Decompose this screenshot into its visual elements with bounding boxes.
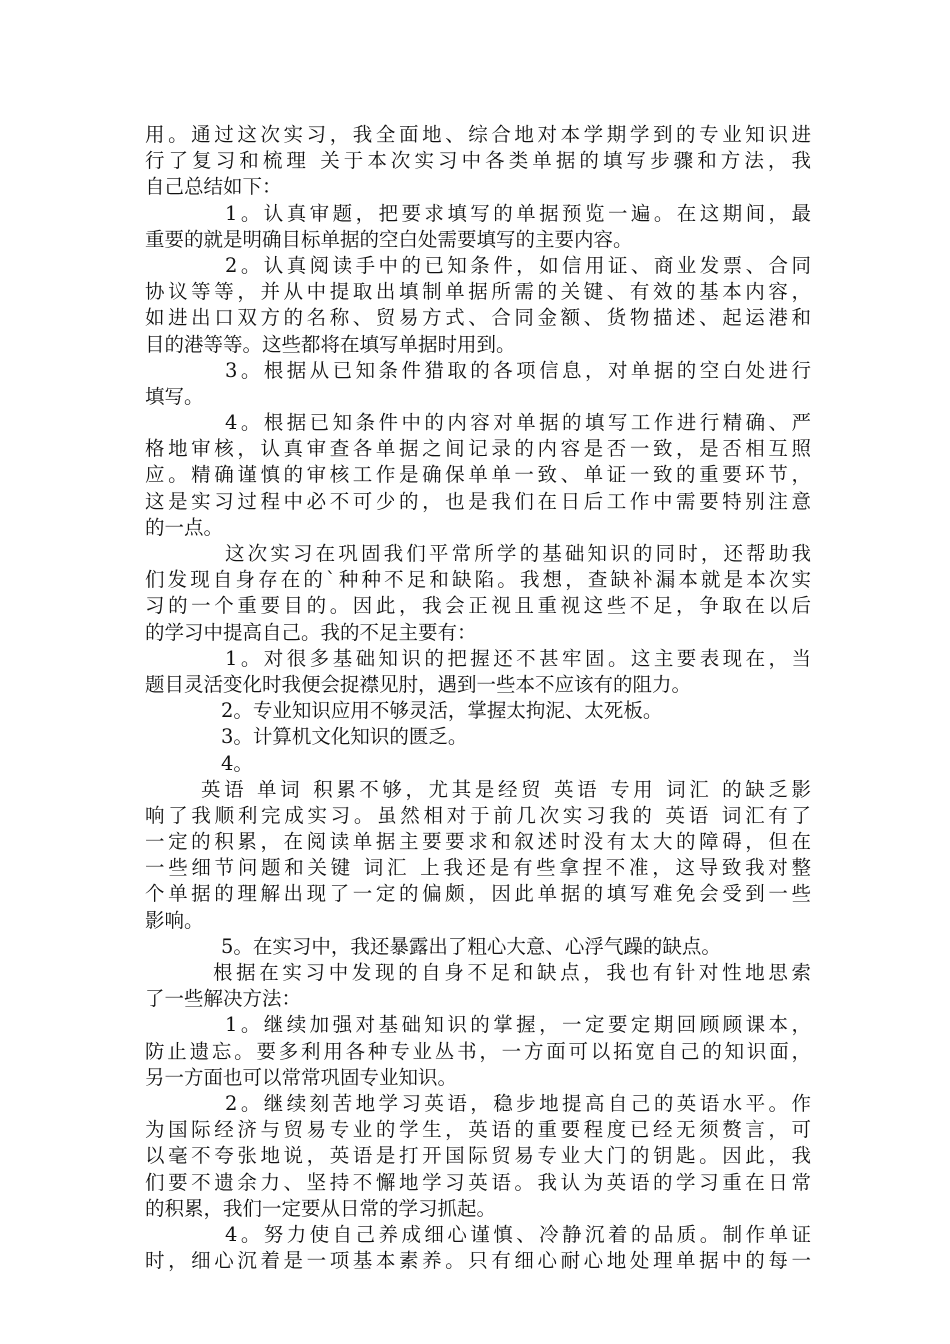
text-line: 5。在实习中，我还暴露出了粗心大意、心浮气躁的缺点。 bbox=[221, 934, 721, 958]
text-line: 了一些解决方法： bbox=[145, 987, 302, 1011]
text-line: 2。继续刻苦地学习英语，稳步地提高自己的英语水平。作 bbox=[225, 1091, 811, 1115]
text-line: 4。 bbox=[221, 751, 253, 775]
document-body bbox=[145, 122, 811, 1274]
text-line: 1。认真审题，把要求填写的单据预览一遍。在这期间，最 bbox=[225, 201, 811, 225]
text-line: 一定的积累，在阅读单据主要要求和叙述时没有太大的障碍，但在 bbox=[145, 830, 811, 854]
text-line: 习的一个重要目的。因此，我会正视且重视这些不足，争取在以后 bbox=[145, 594, 811, 618]
text-line: 们要不遗余力、坚持不懈地学习英语。我认为英语的学习重在日常 bbox=[145, 1170, 811, 1194]
text-line: 防止遗忘。要多利用各种专业丛书，一方面可以拓宽自己的知识面， bbox=[145, 1039, 811, 1063]
text-line: 2。专业知识应用不够灵活，掌握太拘泥、太死板。 bbox=[221, 699, 663, 723]
text-line: 格地审核，认真审查各单据之间记录的内容是否一致，是否相互照 bbox=[145, 437, 811, 461]
text-line: 重要的就是明确目标单据的空白处需要填写的主要内容。 bbox=[145, 227, 633, 251]
text-line: 另一方面也可以常常巩固专业知识。 bbox=[145, 1065, 458, 1089]
text-line: 4。根据已知条件中的内容对单据的填写工作进行精确、严 bbox=[225, 411, 811, 435]
text-line: 的学习中提高自己。我的不足主要有： bbox=[145, 620, 477, 644]
text-line: 英语 单词 积累不够，尤其是经贸 英语 专用 词汇 的缺乏影 bbox=[201, 777, 811, 801]
text-line: 自己总结如下： bbox=[145, 175, 282, 199]
text-line: 的一点。 bbox=[145, 515, 224, 539]
text-line: 响了我顺利完成实习。虽然相对于前几次实习我的 英语 词汇有了 bbox=[145, 803, 811, 827]
text-line: 个单据的理解出现了一定的偏颇，因此单据的填写难免会受到一些 bbox=[145, 882, 811, 906]
text-line: 根据在实习中发现的自身不足和缺点，我也有针对性地思索 bbox=[213, 961, 811, 984]
text-line: 3。根据从已知条件猎取的各项信息，对单据的空白处进行 bbox=[225, 358, 811, 382]
text-line: 用。通过这次实习，我全面地、综合地对本学期学到的专业知识进 bbox=[145, 123, 811, 146]
text-line: 1。继续加强对基础知识的掌握，一定要定期回顾顾课本， bbox=[225, 1013, 811, 1037]
text-line: 行了复习和梳理 关于本次实习中各类单据的填写步骤和方法，我 bbox=[145, 149, 811, 173]
text-line: 题目灵活变化时我便会捉襟见肘，遇到一些本不应该有的阻力。 bbox=[145, 672, 692, 696]
text-line: 填写。 bbox=[145, 384, 204, 408]
text-line: 时，细心沉着是一项基本素养。只有细心耐心地处理单据中的每一 bbox=[145, 1249, 811, 1273]
text-line: 影响。 bbox=[145, 908, 204, 932]
text-line: 1。对很多基础知识的把握还不甚牢固。这主要表现在，当 bbox=[225, 646, 811, 670]
text-line: 一些细节问题和关键 词汇 上我还是有些拿捏不准，这导致我对整 bbox=[145, 856, 811, 880]
text-line: 协议等等，并从中提取出填制单据所需的关键、有效的基本内容， bbox=[145, 280, 811, 304]
text-line: 应。精确谨慎的审核工作是确保单单一致、单证一致的重要环节， bbox=[145, 463, 811, 487]
text-line: 如进出口双方的名称、贸易方式、合同金额、货物描述、起运港和 bbox=[145, 306, 811, 330]
text-line: 2。认真阅读手中的已知条件，如信用证、商业发票、合同 bbox=[225, 253, 811, 277]
text-line: 为国际经济与贸易专业的学生，英语的重要程度已经无须赘言，可 bbox=[145, 1118, 811, 1142]
text-line: 以毫不夸张地说，英语是打开国际贸易专业大门的钥匙。因此，我 bbox=[145, 1144, 811, 1168]
text-line: 的积累，我们一定要从日常的学习抓起。 bbox=[145, 1196, 497, 1220]
text-line: 目的港等等。这些都将在填写单据时用到。 bbox=[145, 332, 516, 356]
text-line: 们发现自身存在的`种种不足和缺陷。我想，查缺补漏本就是本次实 bbox=[145, 568, 811, 592]
text-line: 这是实习过程中必不可少的，也是我们在日后工作中需要特别注意 bbox=[145, 489, 811, 513]
text-line: 这次实习在巩固我们平常所学的基础知识的同时，还帮助我 bbox=[225, 542, 811, 565]
text-line: 3。计算机文化知识的匮乏。 bbox=[221, 725, 468, 749]
text-line: 4。努力使自己养成细心谨慎、冷静沉着的品质。制作单证 bbox=[225, 1222, 811, 1246]
